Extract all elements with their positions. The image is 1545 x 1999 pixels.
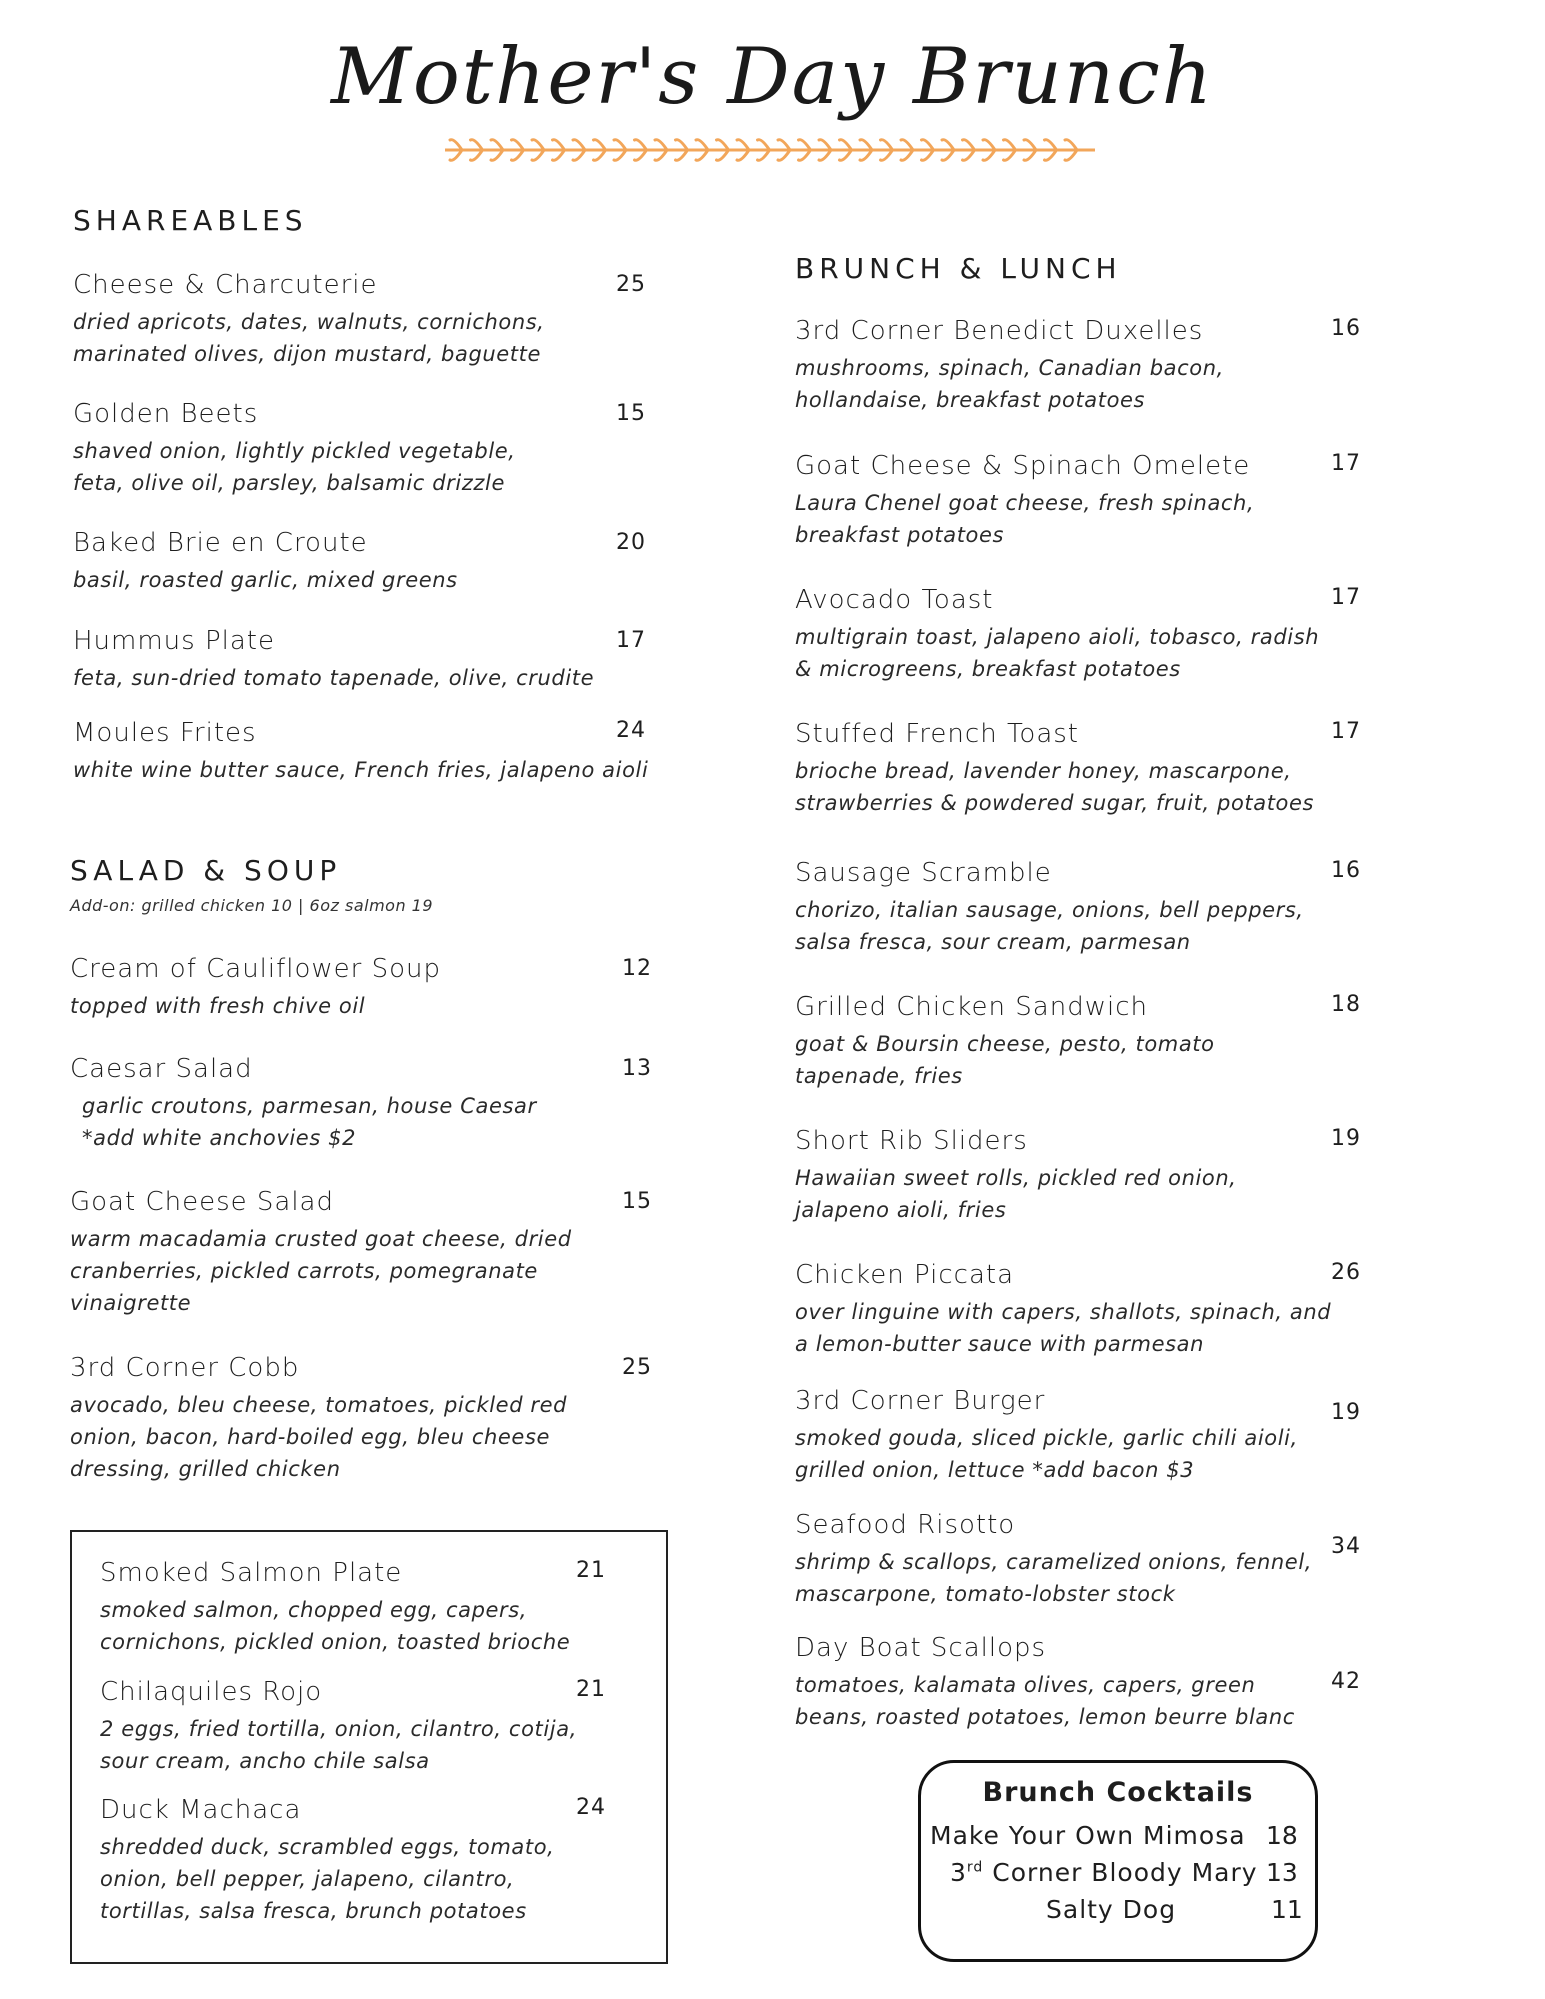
- vine-leaf: [1045, 150, 1057, 160]
- addon-note: Add-on: grilled chicken 10 | 6oz salmon 19: [70, 896, 434, 915]
- item-price: 21: [576, 1677, 606, 1702]
- vine-leaf: [450, 150, 462, 160]
- vine-leaf: [1004, 140, 1016, 150]
- menu-item: [100, 1558, 640, 1658]
- item-name: Avocado Toast: [795, 585, 994, 615]
- item-name: Baked Brie en Croute: [73, 528, 368, 558]
- item-description: avocado, bleu cheese, tomatoes, pickled red onion, bacon, hard-boiled egg, bleu cheese dressing, grilled chicken: [70, 1393, 568, 1481]
- menu-item: [795, 1633, 1375, 1733]
- menu-item: [73, 270, 653, 370]
- item-description: 2 eggs, fried tortilla, onion, cilantro, cotija, sour cream, ancho chile salsa: [100, 1717, 577, 1773]
- item-description: warm macadamia crusted goat cheese, dried cranberries, pickled carrots, pomegranate vinaigrette: [70, 1227, 572, 1315]
- item-name: Hummus Plate: [73, 626, 275, 656]
- vine-leaf: [819, 140, 831, 150]
- menu-item: [795, 1510, 1375, 1610]
- item-name: Chilaquiles Rojo: [100, 1677, 323, 1707]
- vine-leaf: [471, 150, 483, 160]
- vine-leaf: [655, 140, 667, 150]
- menu-item: [795, 451, 1375, 551]
- item-name: 3rd Corner Cobb: [70, 1353, 300, 1383]
- menu-item: [73, 626, 653, 694]
- item-price: 26: [1331, 1260, 1361, 1285]
- vine-leaf: [778, 140, 790, 150]
- item-description: smoked gouda, sliced pickle, garlic chili aioli, grilled onion, lettuce *add bacon $3: [795, 1426, 1298, 1482]
- vine-leaf: [1004, 150, 1016, 160]
- brunch-lunch-heading: BRUNCH & LUNCH: [795, 252, 1122, 285]
- item-name: Seafood Risotto: [795, 1510, 1016, 1540]
- item-price: 16: [1331, 858, 1361, 883]
- vine-ornament-icon: [440, 132, 1100, 168]
- item-description: Hawaiian sweet rolls, pickled red onion, jalapeno aioli, fries: [795, 1166, 1237, 1222]
- item-name: Sausage Scramble: [795, 858, 1052, 888]
- menu-item: [795, 719, 1375, 819]
- item-name: Smoked Salmon Plate: [100, 1558, 403, 1588]
- vine-leaf: [860, 150, 872, 160]
- vine-leaf: [963, 140, 975, 150]
- vine-leaf: [942, 150, 954, 160]
- item-price: 24: [576, 1795, 606, 1820]
- vine-leaf: [553, 140, 565, 150]
- item-price: 25: [616, 272, 646, 297]
- menu-item: [795, 316, 1375, 416]
- item-description: feta, sun-dried tomato tapenade, olive, crudite: [73, 666, 595, 690]
- vine-leaf: [1065, 140, 1077, 150]
- item-price: 21: [576, 1558, 606, 1583]
- item-description: tomatoes, kalamata olives, capers, green beans, roasted potatoes, lemon beurre blanc: [795, 1673, 1295, 1729]
- item-name: Stuffed French Toast: [795, 719, 1079, 749]
- specials-box: [70, 1530, 668, 1964]
- menu-item: [795, 992, 1375, 1092]
- vine-leaf: [881, 140, 893, 150]
- cocktail-name: 3rd Corner Bloody Mary: [950, 1858, 1258, 1887]
- menu-item: [100, 1795, 640, 1927]
- item-price: 17: [1331, 585, 1361, 610]
- item-name: Day Boat Scallops: [795, 1633, 1047, 1663]
- item-description: Laura Chenel goat cheese, fresh spinach, breakfast potatoes: [795, 491, 1255, 547]
- cocktail-price: 11: [1271, 1895, 1303, 1924]
- vine-leaf: [922, 140, 934, 150]
- vine-leaf: [963, 150, 975, 160]
- vine-leaf: [696, 140, 708, 150]
- item-price: 17: [616, 628, 646, 653]
- vine-leaf: [696, 150, 708, 160]
- vine-leaf: [1024, 140, 1036, 150]
- vine-leaf: [840, 150, 852, 160]
- menu-item: [70, 1353, 650, 1485]
- vine-leaf: [819, 150, 831, 160]
- cocktail-name: Salty Dog: [1046, 1895, 1177, 1924]
- item-description: over linguine with capers, shallots, spinach, and a lemon-butter sauce with parmesan: [795, 1300, 1332, 1356]
- vine-leaf: [676, 140, 688, 150]
- vine-leaf: [942, 140, 954, 150]
- menu-item: [795, 1126, 1375, 1226]
- menu-item: [100, 1677, 640, 1777]
- vine-leaf: [1024, 150, 1036, 160]
- vine-leaf: [450, 140, 462, 150]
- item-description: smoked salmon, chopped egg, capers, cornichons, pickled onion, toasted brioche: [100, 1598, 571, 1654]
- item-description: brioche bread, lavender honey, mascarpone, strawberries & powdered sugar, fruit, potatoes: [795, 759, 1315, 815]
- item-name: Moules Frites: [73, 718, 257, 748]
- item-price: 15: [616, 401, 646, 426]
- menu-item: [795, 585, 1375, 685]
- item-price: 42: [1331, 1669, 1361, 1694]
- item-name: Chicken Piccata: [795, 1260, 1015, 1290]
- item-description: dried apricots, dates, walnuts, cornichons, marinated olives, dijon mustard, baguette: [73, 310, 545, 366]
- vine-leaf: [594, 140, 606, 150]
- item-name: Goat Cheese Salad: [70, 1187, 334, 1217]
- item-price: 13: [622, 1056, 652, 1081]
- vine-leaf: [983, 150, 995, 160]
- menu-item: [73, 399, 653, 499]
- vine-leaf: [614, 140, 626, 150]
- item-price: 15: [622, 1189, 652, 1214]
- menu-item: [73, 718, 653, 786]
- vine-leaf: [471, 140, 483, 150]
- vine-leaf: [881, 150, 893, 160]
- item-name: Grilled Chicken Sandwich: [795, 992, 1148, 1022]
- item-price: 19: [1331, 1126, 1361, 1151]
- vine-leaf: [512, 140, 524, 150]
- item-price: 16: [1331, 316, 1361, 341]
- item-name: Cheese & Charcuterie: [73, 270, 378, 300]
- item-name: Goat Cheese & Spinach Omelete: [795, 451, 1251, 481]
- vine-leaf: [491, 150, 503, 160]
- item-name: Cream of Cauliflower Soup: [70, 954, 442, 984]
- menu-item: [795, 858, 1375, 958]
- cocktail-name: Make Your Own Mimosa: [930, 1821, 1246, 1850]
- item-price: 17: [1331, 719, 1361, 744]
- menu-item: [73, 528, 653, 596]
- vine-leaf: [594, 150, 606, 160]
- menu-item: [795, 1386, 1375, 1486]
- item-price: 24: [616, 718, 646, 743]
- menu-item: [70, 1054, 650, 1154]
- item-description: white wine butter sauce, French fries, jalapeno aioli: [73, 758, 649, 782]
- item-note: *add white anchovies $2: [82, 1126, 357, 1150]
- vine-leaf: [1065, 150, 1077, 160]
- vine-leaf: [1045, 140, 1057, 150]
- cocktail-price: 13: [1266, 1858, 1298, 1887]
- item-description: multigrain toast, jalapeno aioli, tobasco, radish & microgreens, breakfast potatoes: [795, 625, 1320, 681]
- vine-leaf: [778, 150, 790, 160]
- item-name: 3rd Corner Benedict Duxelles: [795, 316, 1204, 346]
- item-name: Caesar Salad: [70, 1054, 253, 1084]
- vine-leaf: [717, 140, 729, 150]
- item-description: basil, roasted garlic, mixed greens: [73, 568, 458, 592]
- cocktail-price: 18: [1266, 1821, 1298, 1850]
- vine-leaf: [799, 140, 811, 150]
- vine-leaf: [635, 150, 647, 160]
- vine-leaf: [840, 140, 852, 150]
- cocktails-box: [918, 1760, 1318, 1962]
- vine-leaf: [491, 140, 503, 150]
- item-description: shaved onion, lightly pickled vegetable, feta, olive oil, parsley, balsamic drizzle: [73, 439, 516, 495]
- item-description: garlic croutons, parmesan, house Caesar: [82, 1094, 537, 1118]
- item-description: chorizo, italian sausage, onions, bell peppers, salsa fresca, sour cream, parmesan: [795, 898, 1304, 954]
- item-description: topped with fresh chive oil: [70, 994, 366, 1018]
- item-description: mushrooms, spinach, Canadian bacon, hollandaise, breakfast potatoes: [795, 356, 1224, 412]
- vine-leaf: [676, 150, 688, 160]
- salad-soup-heading: SALAD & SOUP: [70, 854, 342, 887]
- item-price: 34: [1331, 1534, 1361, 1559]
- item-description: shrimp & scallops, caramelized onions, fennel, mascarpone, tomato-lobster stock: [795, 1550, 1313, 1606]
- vine-leaf: [901, 150, 913, 160]
- vine-leaf: [737, 140, 749, 150]
- vine-leaf: [922, 150, 934, 160]
- vine-leaf: [901, 140, 913, 150]
- vine-leaf: [758, 150, 770, 160]
- item-description: shredded duck, scrambled eggs, tomato, onion, bell pepper, jalapeno, cilantro, tortillas, salsa fresca, brunch potatoes: [100, 1835, 555, 1923]
- item-name: Short Rib Sliders: [795, 1126, 1028, 1156]
- vine-leaf: [758, 140, 770, 150]
- vine-leaf: [573, 140, 585, 150]
- menu-title: Mother's Day Brunch: [330, 32, 1214, 122]
- item-price: 19: [1331, 1400, 1361, 1425]
- vine-leaf: [532, 150, 544, 160]
- item-description: goat & Boursin cheese, pesto, tomato tapenade, fries: [795, 1032, 1215, 1088]
- item-price: 17: [1331, 451, 1361, 476]
- item-name: Golden Beets: [73, 399, 259, 429]
- vine-leaf: [512, 150, 524, 160]
- item-price: 18: [1331, 992, 1361, 1017]
- menu-item: [70, 954, 650, 1022]
- vine-leaf: [717, 150, 729, 160]
- item-price: 20: [616, 530, 646, 555]
- vine-leaf: [573, 150, 585, 160]
- vine-leaf: [655, 150, 667, 160]
- vine-leaf: [799, 150, 811, 160]
- vine-leaf: [860, 140, 872, 150]
- item-price: 12: [622, 956, 652, 981]
- vine-leaf: [983, 140, 995, 150]
- vine-leaf: [553, 150, 565, 160]
- shareables-heading: SHAREABLES: [73, 204, 308, 237]
- menu-item: [70, 1187, 650, 1319]
- item-name: Duck Machaca: [100, 1795, 302, 1825]
- vine-leaf: [614, 150, 626, 160]
- cocktails-heading: Brunch Cocktails: [982, 1777, 1254, 1808]
- vine-leaf: [532, 140, 544, 150]
- item-name: 3rd Corner Burger: [795, 1386, 1046, 1416]
- item-price: 25: [622, 1355, 652, 1380]
- vine-leaf: [737, 150, 749, 160]
- menu-item: [795, 1260, 1375, 1360]
- vine-leaf: [635, 140, 647, 150]
